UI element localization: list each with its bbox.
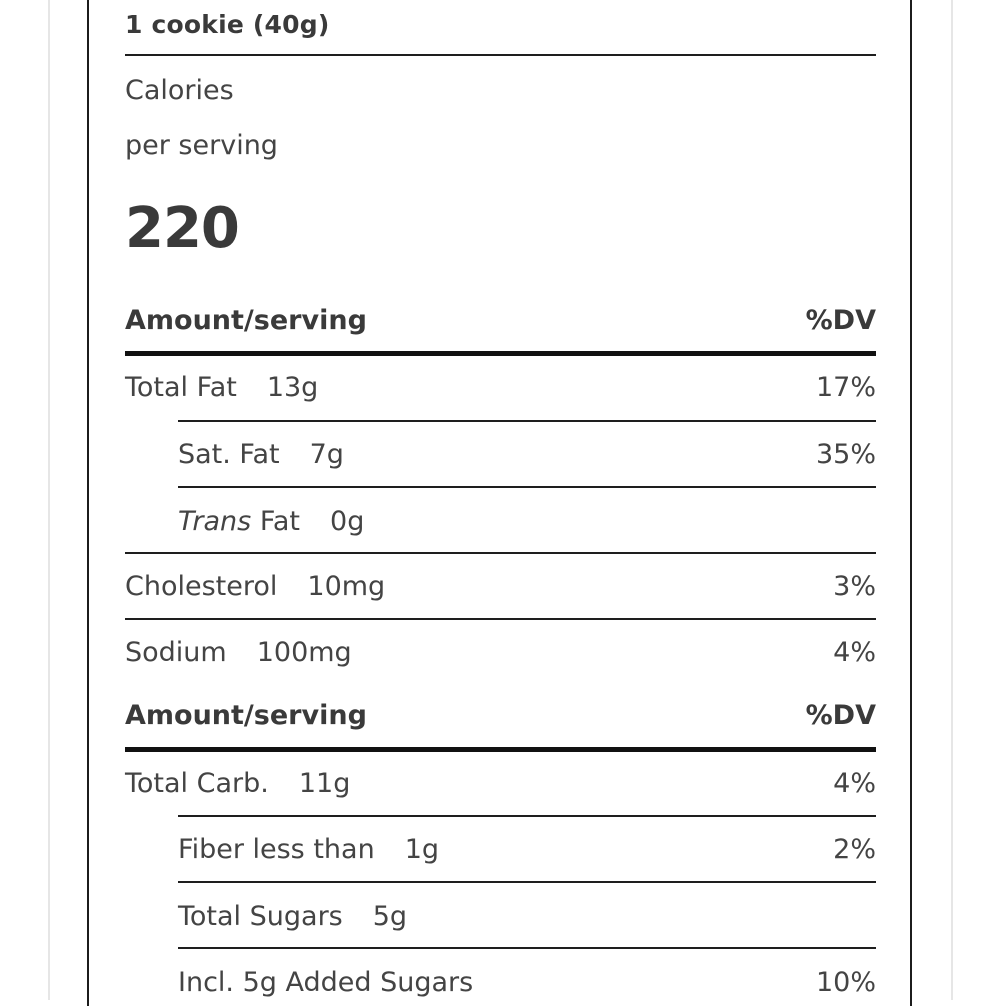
nutrient-row-sodium	[125, 632, 876, 672]
nutrient-name: Total Fat	[125, 371, 237, 403]
calories-value: 220	[125, 196, 239, 261]
thick-divider	[125, 747, 876, 752]
nutrient-amount: 1g	[404, 833, 440, 865]
page-right-edge	[951, 0, 953, 1000]
calories-sublabel: per serving	[125, 130, 278, 161]
nutrient-amount: 5g	[372, 900, 408, 932]
nutrient-dv: 4%	[833, 636, 876, 668]
nutrient-row-added-sugars	[178, 962, 876, 1002]
nutrient-dv: 17%	[815, 371, 876, 403]
divider	[125, 618, 876, 620]
nutrient-name: Sodium	[125, 636, 227, 668]
nutrient-name: Total Sugars	[178, 900, 343, 932]
nutrient-row-trans-fat	[178, 501, 876, 541]
nutrient-amount: 0g	[330, 505, 365, 537]
nutrient-name	[178, 506, 300, 537]
nutrient-dv: 35%	[815, 438, 876, 470]
nutrient-amount: 11g	[298, 767, 351, 799]
divider	[178, 420, 876, 422]
nutrient-row-cholesterol	[125, 566, 876, 606]
nutrient-row-total-sugars	[178, 896, 876, 936]
nutrient-amount: 10mg	[307, 570, 386, 602]
section-header	[125, 300, 876, 340]
trans-italic: Trans	[178, 505, 252, 537]
dv-heading: %DV	[805, 304, 876, 336]
nutrient-name: Sat. Fat	[178, 438, 280, 470]
page-left-edge	[48, 0, 50, 1000]
thick-divider	[125, 351, 876, 356]
nutrient-name: Incl. 5g Added Sugars	[178, 966, 474, 998]
divider	[125, 552, 876, 554]
divider	[178, 881, 876, 883]
nutrient-dv: 4%	[833, 767, 876, 799]
divider	[125, 54, 876, 56]
nutrient-name: Fiber less than	[178, 833, 375, 865]
amount-per-serving-heading: Amount/serving	[125, 304, 367, 336]
nutrient-amount: 7g	[309, 438, 344, 470]
nutrient-row-fiber	[178, 829, 876, 869]
dv-heading: %DV	[805, 699, 876, 731]
nutrient-dv: 2%	[833, 833, 876, 865]
divider	[178, 947, 876, 949]
nutrient-row-total-fat	[125, 367, 876, 407]
section-header	[125, 695, 876, 735]
fat-word: Fat	[259, 505, 301, 537]
nutrient-dv: 10%	[815, 966, 876, 998]
calories-label: Calories	[125, 75, 234, 106]
nutrient-amount: 100mg	[256, 636, 352, 668]
nutrient-row-total-carb	[125, 763, 876, 803]
serving-size: 1 cookie (40g)	[125, 10, 330, 39]
nutrient-row-sat-fat	[178, 434, 876, 474]
divider	[178, 486, 876, 488]
nutrient-name: Cholesterol	[125, 570, 278, 602]
nutrient-amount: 13g	[266, 371, 319, 403]
nutrient-name: Total Carb.	[125, 767, 269, 799]
nutrient-dv: 3%	[833, 570, 876, 602]
divider	[178, 815, 876, 817]
amount-per-serving-heading: Amount/serving	[125, 699, 367, 731]
